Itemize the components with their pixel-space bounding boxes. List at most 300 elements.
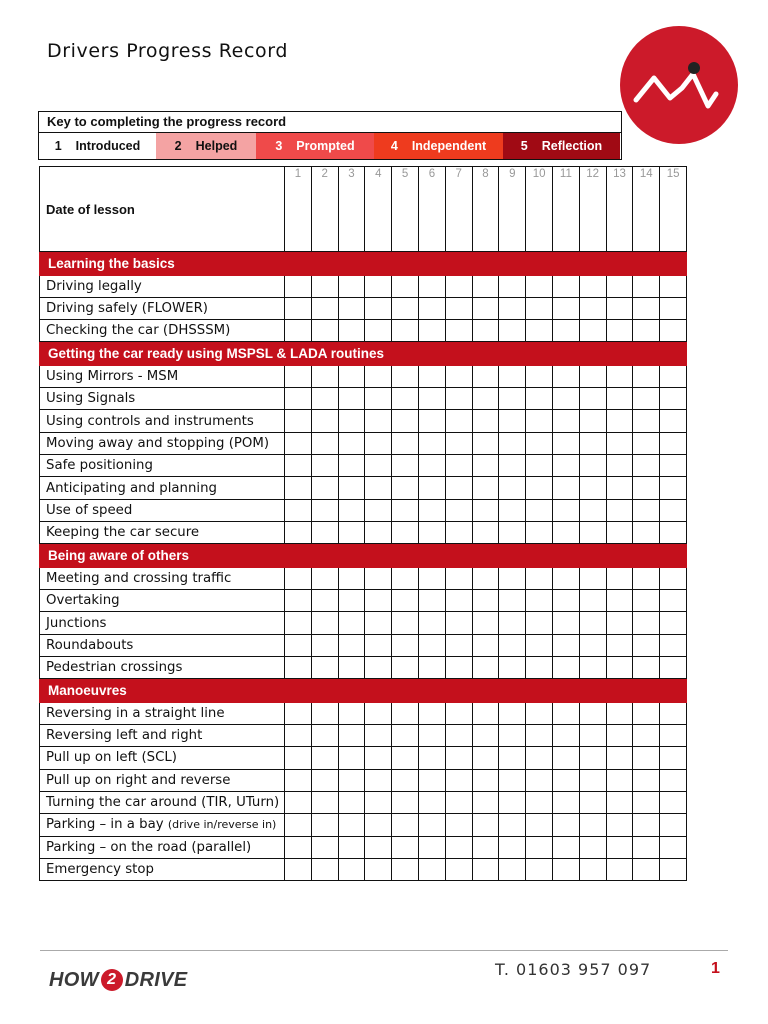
progress-cell[interactable]	[499, 747, 526, 769]
progress-cell[interactable]	[606, 477, 633, 499]
progress-cell[interactable]	[445, 567, 472, 589]
lesson-date-cell[interactable]: 1	[285, 167, 312, 252]
progress-cell[interactable]	[499, 612, 526, 634]
progress-cell[interactable]	[392, 590, 419, 612]
progress-cell[interactable]	[579, 747, 606, 769]
progress-cell[interactable]	[311, 769, 338, 791]
progress-cell[interactable]	[365, 521, 392, 543]
progress-cell[interactable]	[660, 769, 687, 791]
progress-cell[interactable]	[526, 725, 553, 747]
progress-cell[interactable]	[445, 388, 472, 410]
progress-cell[interactable]	[606, 747, 633, 769]
progress-cell[interactable]	[285, 455, 312, 477]
progress-cell[interactable]	[311, 747, 338, 769]
progress-cell[interactable]	[552, 612, 579, 634]
progress-cell[interactable]	[445, 320, 472, 342]
progress-cell[interactable]	[472, 365, 499, 387]
progress-cell[interactable]	[660, 320, 687, 342]
progress-cell[interactable]	[365, 791, 392, 813]
progress-cell[interactable]	[419, 499, 446, 521]
progress-cell[interactable]	[499, 656, 526, 678]
progress-cell[interactable]	[311, 634, 338, 656]
progress-cell[interactable]	[633, 791, 660, 813]
progress-cell[interactable]	[633, 297, 660, 319]
progress-cell[interactable]	[285, 858, 312, 880]
progress-cell[interactable]	[311, 477, 338, 499]
progress-cell[interactable]	[445, 836, 472, 858]
progress-cell[interactable]	[552, 455, 579, 477]
progress-cell[interactable]	[660, 365, 687, 387]
progress-cell[interactable]	[606, 656, 633, 678]
progress-cell[interactable]	[338, 320, 365, 342]
progress-cell[interactable]	[311, 410, 338, 432]
progress-cell[interactable]	[552, 836, 579, 858]
progress-cell[interactable]	[499, 791, 526, 813]
progress-cell[interactable]	[365, 365, 392, 387]
progress-cell[interactable]	[660, 567, 687, 589]
lesson-date-cell[interactable]: 12	[579, 167, 606, 252]
progress-cell[interactable]	[472, 769, 499, 791]
progress-cell[interactable]	[285, 567, 312, 589]
lesson-date-cell[interactable]: 15	[660, 167, 687, 252]
progress-cell[interactable]	[285, 702, 312, 724]
progress-cell[interactable]	[419, 455, 446, 477]
progress-cell[interactable]	[419, 858, 446, 880]
progress-cell[interactable]	[633, 388, 660, 410]
progress-cell[interactable]	[419, 477, 446, 499]
progress-cell[interactable]	[365, 275, 392, 297]
progress-cell[interactable]	[338, 590, 365, 612]
lesson-date-cell[interactable]: 6	[419, 167, 446, 252]
progress-cell[interactable]	[365, 769, 392, 791]
progress-cell[interactable]	[633, 769, 660, 791]
progress-cell[interactable]	[579, 521, 606, 543]
progress-cell[interactable]	[633, 612, 660, 634]
progress-cell[interactable]	[499, 836, 526, 858]
progress-cell[interactable]	[285, 410, 312, 432]
progress-cell[interactable]	[311, 320, 338, 342]
progress-cell[interactable]	[338, 702, 365, 724]
progress-cell[interactable]	[338, 814, 365, 836]
progress-cell[interactable]	[472, 297, 499, 319]
progress-cell[interactable]	[392, 521, 419, 543]
progress-cell[interactable]	[419, 320, 446, 342]
progress-cell[interactable]	[392, 725, 419, 747]
progress-cell[interactable]	[606, 769, 633, 791]
progress-cell[interactable]	[499, 725, 526, 747]
progress-cell[interactable]	[392, 388, 419, 410]
progress-cell[interactable]	[606, 275, 633, 297]
progress-cell[interactable]	[660, 477, 687, 499]
progress-cell[interactable]	[311, 702, 338, 724]
progress-cell[interactable]	[472, 656, 499, 678]
progress-cell[interactable]	[285, 769, 312, 791]
progress-cell[interactable]	[499, 590, 526, 612]
progress-cell[interactable]	[579, 499, 606, 521]
progress-cell[interactable]	[606, 567, 633, 589]
progress-cell[interactable]	[419, 410, 446, 432]
progress-cell[interactable]	[552, 634, 579, 656]
progress-cell[interactable]	[419, 432, 446, 454]
progress-cell[interactable]	[311, 275, 338, 297]
progress-cell[interactable]	[660, 388, 687, 410]
progress-cell[interactable]	[338, 791, 365, 813]
progress-cell[interactable]	[579, 791, 606, 813]
progress-cell[interactable]	[472, 791, 499, 813]
progress-cell[interactable]	[392, 747, 419, 769]
progress-cell[interactable]	[526, 388, 553, 410]
lesson-date-cell[interactable]: 7	[445, 167, 472, 252]
progress-cell[interactable]	[285, 320, 312, 342]
progress-cell[interactable]	[552, 365, 579, 387]
progress-cell[interactable]	[552, 747, 579, 769]
progress-cell[interactable]	[285, 275, 312, 297]
progress-cell[interactable]	[472, 590, 499, 612]
progress-cell[interactable]	[472, 432, 499, 454]
progress-cell[interactable]	[660, 432, 687, 454]
progress-cell[interactable]	[472, 521, 499, 543]
progress-cell[interactable]	[526, 791, 553, 813]
lesson-date-cell[interactable]: 9	[499, 167, 526, 252]
progress-cell[interactable]	[526, 477, 553, 499]
progress-cell[interactable]	[579, 297, 606, 319]
progress-cell[interactable]	[552, 432, 579, 454]
progress-cell[interactable]	[526, 365, 553, 387]
progress-cell[interactable]	[445, 499, 472, 521]
progress-cell[interactable]	[285, 634, 312, 656]
progress-cell[interactable]	[392, 455, 419, 477]
progress-cell[interactable]	[472, 410, 499, 432]
progress-cell[interactable]	[633, 320, 660, 342]
progress-cell[interactable]	[472, 388, 499, 410]
progress-cell[interactable]	[472, 836, 499, 858]
progress-cell[interactable]	[606, 590, 633, 612]
progress-cell[interactable]	[606, 320, 633, 342]
progress-cell[interactable]	[606, 814, 633, 836]
progress-cell[interactable]	[472, 702, 499, 724]
progress-cell[interactable]	[526, 320, 553, 342]
progress-cell[interactable]	[285, 814, 312, 836]
progress-cell[interactable]	[365, 567, 392, 589]
progress-cell[interactable]	[419, 791, 446, 813]
progress-cell[interactable]	[579, 590, 606, 612]
progress-cell[interactable]	[472, 477, 499, 499]
lesson-date-cell[interactable]: 2	[311, 167, 338, 252]
progress-cell[interactable]	[285, 656, 312, 678]
progress-cell[interactable]	[579, 320, 606, 342]
progress-cell[interactable]	[419, 388, 446, 410]
progress-cell[interactable]	[338, 747, 365, 769]
progress-cell[interactable]	[392, 769, 419, 791]
progress-cell[interactable]	[311, 432, 338, 454]
progress-cell[interactable]	[579, 634, 606, 656]
progress-cell[interactable]	[633, 365, 660, 387]
progress-cell[interactable]	[365, 725, 392, 747]
progress-cell[interactable]	[419, 365, 446, 387]
progress-cell[interactable]	[526, 656, 553, 678]
progress-cell[interactable]	[365, 499, 392, 521]
progress-cell[interactable]	[445, 365, 472, 387]
progress-cell[interactable]	[552, 791, 579, 813]
progress-cell[interactable]	[606, 725, 633, 747]
progress-cell[interactable]	[526, 567, 553, 589]
progress-cell[interactable]	[392, 836, 419, 858]
progress-cell[interactable]	[499, 521, 526, 543]
progress-cell[interactable]	[552, 388, 579, 410]
progress-cell[interactable]	[445, 275, 472, 297]
progress-cell[interactable]	[392, 410, 419, 432]
progress-cell[interactable]	[445, 410, 472, 432]
progress-cell[interactable]	[606, 634, 633, 656]
progress-cell[interactable]	[285, 612, 312, 634]
progress-cell[interactable]	[419, 656, 446, 678]
progress-cell[interactable]	[660, 656, 687, 678]
progress-cell[interactable]	[392, 634, 419, 656]
progress-cell[interactable]	[633, 590, 660, 612]
progress-cell[interactable]	[660, 858, 687, 880]
progress-cell[interactable]	[499, 769, 526, 791]
progress-cell[interactable]	[499, 410, 526, 432]
progress-cell[interactable]	[606, 410, 633, 432]
progress-cell[interactable]	[526, 769, 553, 791]
progress-cell[interactable]	[552, 499, 579, 521]
progress-cell[interactable]	[526, 275, 553, 297]
progress-cell[interactable]	[365, 320, 392, 342]
progress-cell[interactable]	[285, 747, 312, 769]
progress-cell[interactable]	[445, 791, 472, 813]
progress-cell[interactable]	[419, 747, 446, 769]
progress-cell[interactable]	[579, 410, 606, 432]
progress-cell[interactable]	[285, 477, 312, 499]
progress-cell[interactable]	[392, 275, 419, 297]
lesson-date-cell[interactable]: 8	[472, 167, 499, 252]
progress-cell[interactable]	[392, 432, 419, 454]
progress-cell[interactable]	[526, 612, 553, 634]
progress-cell[interactable]	[445, 432, 472, 454]
progress-cell[interactable]	[472, 320, 499, 342]
lesson-date-cell[interactable]: 13	[606, 167, 633, 252]
progress-cell[interactable]	[633, 410, 660, 432]
progress-cell[interactable]	[285, 365, 312, 387]
lesson-date-cell[interactable]: 4	[365, 167, 392, 252]
progress-cell[interactable]	[660, 725, 687, 747]
progress-cell[interactable]	[579, 769, 606, 791]
progress-cell[interactable]	[633, 634, 660, 656]
progress-cell[interactable]	[633, 521, 660, 543]
progress-cell[interactable]	[445, 634, 472, 656]
progress-cell[interactable]	[660, 702, 687, 724]
lesson-date-cell[interactable]: 14	[633, 167, 660, 252]
progress-cell[interactable]	[579, 702, 606, 724]
progress-cell[interactable]	[311, 612, 338, 634]
progress-cell[interactable]	[579, 814, 606, 836]
progress-cell[interactable]	[338, 365, 365, 387]
progress-cell[interactable]	[311, 656, 338, 678]
progress-cell[interactable]	[660, 634, 687, 656]
progress-cell[interactable]	[445, 590, 472, 612]
progress-cell[interactable]	[472, 275, 499, 297]
progress-cell[interactable]	[338, 275, 365, 297]
progress-cell[interactable]	[552, 320, 579, 342]
progress-cell[interactable]	[606, 791, 633, 813]
progress-cell[interactable]	[552, 814, 579, 836]
progress-cell[interactable]	[365, 388, 392, 410]
progress-cell[interactable]	[552, 521, 579, 543]
progress-cell[interactable]	[311, 521, 338, 543]
progress-cell[interactable]	[365, 836, 392, 858]
progress-cell[interactable]	[579, 275, 606, 297]
progress-cell[interactable]	[526, 634, 553, 656]
progress-cell[interactable]	[445, 612, 472, 634]
progress-cell[interactable]	[472, 499, 499, 521]
progress-cell[interactable]	[552, 725, 579, 747]
progress-cell[interactable]	[419, 836, 446, 858]
progress-cell[interactable]	[579, 725, 606, 747]
progress-cell[interactable]	[660, 590, 687, 612]
progress-cell[interactable]	[526, 297, 553, 319]
progress-cell[interactable]	[365, 702, 392, 724]
progress-cell[interactable]	[285, 388, 312, 410]
progress-cell[interactable]	[285, 499, 312, 521]
progress-cell[interactable]	[445, 814, 472, 836]
progress-cell[interactable]	[392, 702, 419, 724]
progress-cell[interactable]	[445, 725, 472, 747]
progress-cell[interactable]	[472, 747, 499, 769]
lesson-date-cell[interactable]: 5	[392, 167, 419, 252]
progress-cell[interactable]	[445, 858, 472, 880]
progress-cell[interactable]	[419, 634, 446, 656]
progress-cell[interactable]	[419, 275, 446, 297]
progress-cell[interactable]	[633, 477, 660, 499]
progress-cell[interactable]	[499, 365, 526, 387]
progress-cell[interactable]	[606, 702, 633, 724]
progress-cell[interactable]	[499, 702, 526, 724]
progress-cell[interactable]	[633, 432, 660, 454]
progress-cell[interactable]	[338, 455, 365, 477]
progress-cell[interactable]	[419, 769, 446, 791]
progress-cell[interactable]	[472, 455, 499, 477]
progress-cell[interactable]	[311, 836, 338, 858]
lesson-date-cell[interactable]: 10	[526, 167, 553, 252]
progress-cell[interactable]	[579, 455, 606, 477]
progress-cell[interactable]	[579, 477, 606, 499]
progress-cell[interactable]	[526, 521, 553, 543]
progress-cell[interactable]	[338, 612, 365, 634]
progress-cell[interactable]	[392, 297, 419, 319]
progress-cell[interactable]	[633, 814, 660, 836]
progress-cell[interactable]	[499, 455, 526, 477]
progress-cell[interactable]	[633, 455, 660, 477]
progress-cell[interactable]	[285, 590, 312, 612]
progress-cell[interactable]	[499, 320, 526, 342]
progress-cell[interactable]	[552, 858, 579, 880]
progress-cell[interactable]	[499, 275, 526, 297]
progress-cell[interactable]	[579, 432, 606, 454]
progress-cell[interactable]	[660, 499, 687, 521]
progress-cell[interactable]	[499, 388, 526, 410]
progress-cell[interactable]	[445, 656, 472, 678]
progress-cell[interactable]	[445, 769, 472, 791]
progress-cell[interactable]	[579, 612, 606, 634]
progress-cell[interactable]	[633, 656, 660, 678]
progress-cell[interactable]	[365, 612, 392, 634]
progress-cell[interactable]	[311, 590, 338, 612]
progress-cell[interactable]	[579, 388, 606, 410]
lesson-date-cell[interactable]: 3	[338, 167, 365, 252]
progress-cell[interactable]	[606, 365, 633, 387]
progress-cell[interactable]	[660, 297, 687, 319]
progress-cell[interactable]	[499, 567, 526, 589]
progress-cell[interactable]	[392, 814, 419, 836]
progress-cell[interactable]	[552, 567, 579, 589]
progress-cell[interactable]	[445, 521, 472, 543]
progress-cell[interactable]	[338, 477, 365, 499]
progress-cell[interactable]	[392, 365, 419, 387]
progress-cell[interactable]	[365, 590, 392, 612]
progress-cell[interactable]	[472, 567, 499, 589]
progress-cell[interactable]	[499, 499, 526, 521]
progress-cell[interactable]	[472, 814, 499, 836]
progress-cell[interactable]	[606, 499, 633, 521]
progress-cell[interactable]	[285, 297, 312, 319]
progress-cell[interactable]	[311, 725, 338, 747]
progress-cell[interactable]	[338, 769, 365, 791]
progress-cell[interactable]	[472, 612, 499, 634]
progress-cell[interactable]	[472, 858, 499, 880]
progress-cell[interactable]	[365, 858, 392, 880]
progress-cell[interactable]	[526, 836, 553, 858]
progress-cell[interactable]	[633, 702, 660, 724]
progress-cell[interactable]	[445, 702, 472, 724]
progress-cell[interactable]	[579, 836, 606, 858]
progress-cell[interactable]	[419, 725, 446, 747]
progress-cell[interactable]	[365, 634, 392, 656]
progress-cell[interactable]	[285, 836, 312, 858]
progress-cell[interactable]	[365, 814, 392, 836]
progress-cell[interactable]	[365, 656, 392, 678]
progress-cell[interactable]	[552, 275, 579, 297]
progress-cell[interactable]	[365, 410, 392, 432]
progress-cell[interactable]	[311, 365, 338, 387]
progress-cell[interactable]	[445, 747, 472, 769]
progress-cell[interactable]	[472, 725, 499, 747]
progress-cell[interactable]	[660, 455, 687, 477]
progress-cell[interactable]	[499, 432, 526, 454]
progress-cell[interactable]	[633, 836, 660, 858]
progress-cell[interactable]	[660, 612, 687, 634]
progress-cell[interactable]	[660, 836, 687, 858]
progress-cell[interactable]	[338, 521, 365, 543]
progress-cell[interactable]	[419, 521, 446, 543]
progress-cell[interactable]	[392, 499, 419, 521]
progress-cell[interactable]	[660, 814, 687, 836]
progress-cell[interactable]	[338, 656, 365, 678]
progress-cell[interactable]	[445, 455, 472, 477]
progress-cell[interactable]	[311, 791, 338, 813]
progress-cell[interactable]	[579, 365, 606, 387]
progress-cell[interactable]	[419, 297, 446, 319]
progress-cell[interactable]	[606, 836, 633, 858]
progress-cell[interactable]	[552, 769, 579, 791]
progress-cell[interactable]	[606, 858, 633, 880]
progress-cell[interactable]	[285, 791, 312, 813]
progress-cell[interactable]	[338, 388, 365, 410]
progress-cell[interactable]	[526, 590, 553, 612]
progress-cell[interactable]	[311, 297, 338, 319]
progress-cell[interactable]	[311, 858, 338, 880]
progress-cell[interactable]	[365, 477, 392, 499]
progress-cell[interactable]	[338, 410, 365, 432]
